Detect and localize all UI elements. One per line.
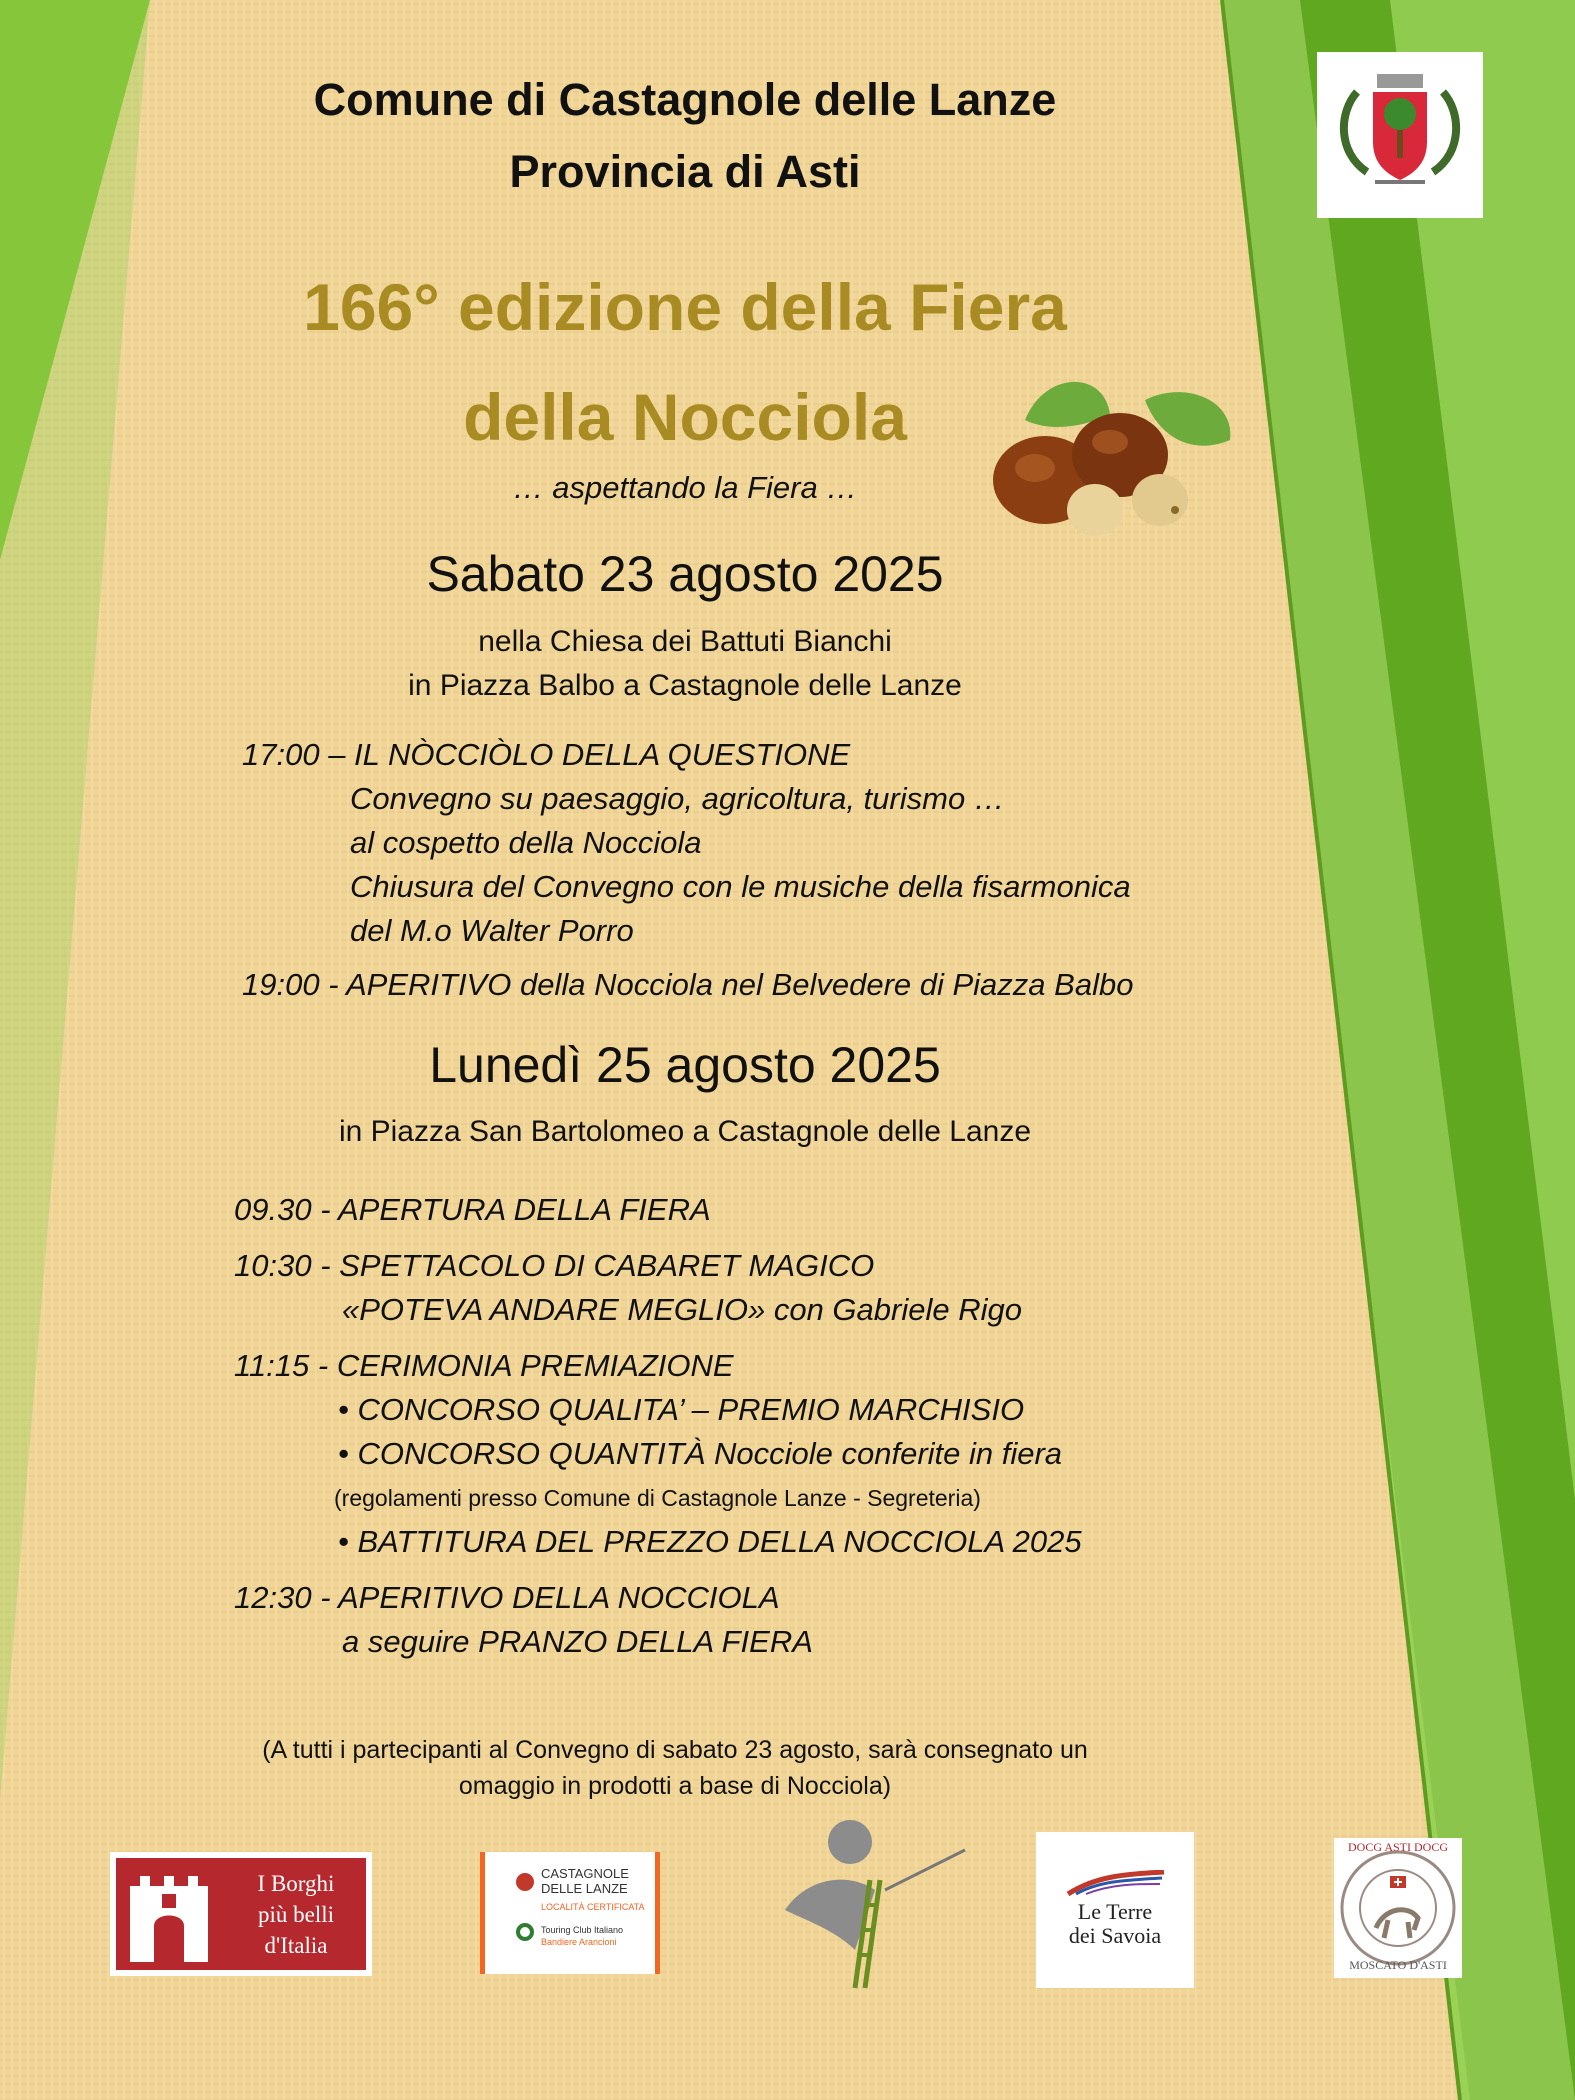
gift-note-line1: (A tutti i partecipanti al Convegno di sabato 23 agosto, sarà consegnato un	[262, 1736, 1088, 1764]
program-line: • CONCORSO QUANTITÀ Nocciole conferite in fiera	[338, 1436, 1063, 1471]
touring-club-text	[541, 1924, 623, 1948]
saturday-date: Sabato 23 agosto 2025	[426, 546, 944, 602]
seal-icon	[515, 1872, 535, 1892]
borghi-logo	[110, 1852, 372, 1976]
saturday-program	[242, 733, 1133, 1007]
municipality-name: Comune di Castagnole delle Lanze	[313, 74, 1057, 125]
fair-title-line2: della Nocciola	[463, 380, 907, 454]
castle-icon	[124, 1866, 214, 1962]
borghi-logo-line: d'Italia	[264, 1933, 328, 1958]
saturday-place-line2: in Piazza Balbo a Castagnole delle Lanze	[408, 669, 962, 702]
fair-title-line1: 166° edizione della Fiera	[303, 270, 1067, 344]
gift-note	[150, 1732, 1200, 1804]
monday-place: in Piazza San Bartolomeo a Castagnole delle Lanze	[338, 1115, 1032, 1148]
program-line: Convegno su paesaggio, agricoltura, turismo …	[350, 781, 1005, 816]
borghi-logo-line: I Borghi	[257, 1871, 335, 1896]
touring-club-line: Touring Club Italiano	[541, 1925, 624, 1935]
castagnole-orange-flag-logo	[480, 1852, 660, 1974]
castagnole-logo-name	[541, 1866, 629, 1896]
docg-top-text: DOCG ASTI DOCG	[1347, 1840, 1448, 1854]
program-note: (regolamenti presso Comune di Castagnole Lanze - Segreteria)	[334, 1485, 981, 1511]
program-line: 10:30 - SPETTACOLO DI CABARET MAGICO	[234, 1248, 875, 1283]
castagnole-logo-cert: LOCALITÀ CERTIFICATA	[541, 1902, 645, 1912]
municipality-header	[220, 64, 1150, 208]
subtitle: … aspettando la Fiera …	[512, 470, 858, 505]
program-line: 09.30 - APERTURA DELLA FIERA	[234, 1192, 711, 1227]
program-line: 17:00 – IL NÒCCIÒLO DELLA QUESTIONE	[242, 737, 851, 772]
gift-note-line2: omaggio in prodotti a base di Nocciola)	[458, 1772, 892, 1800]
crest-icon	[1317, 52, 1483, 218]
program-line: Chiusura del Convegno con le musiche della fisarmonica	[350, 869, 1131, 904]
moscato-asti-docg-logo	[1334, 1838, 1462, 1978]
touring-club-line: Bandiere Arancioni	[541, 1937, 617, 1947]
docg-seal-icon	[1338, 1848, 1458, 1968]
monday-date: Lunedì 25 agosto 2025	[429, 1037, 941, 1093]
program-line: 19:00 - APERITIVO della Nocciola nel Belvedere di Piazza Balbo	[242, 967, 1134, 1002]
program-line: 11:15 - CERIMONIA PREMIAZIONE	[234, 1348, 734, 1383]
terre-savoia-text	[1036, 1900, 1194, 1948]
borghi-logo-line: più belli	[257, 1902, 335, 1927]
municipality-crest	[1317, 52, 1483, 218]
docg-bottom-text: MOSCATO D'ASTI	[1349, 1958, 1447, 1972]
program-line: 12:30 - APERITIVO DELLA NOCCIOLA	[234, 1580, 780, 1615]
program-line: • CONCORSO QUALITA’ – PREMIO MARCHISIO	[338, 1392, 1025, 1427]
hazelnut-illustration	[985, 360, 1245, 545]
program-line: al cospetto della Nocciola	[350, 825, 702, 860]
program-line: «POTEVA ANDARE MEGLIO» con Gabriele Rigo	[342, 1292, 1022, 1327]
saturday-place	[220, 620, 1150, 708]
terre-savoia-line: dei Savoia	[1068, 1923, 1162, 1948]
castagnole-logo-line: CASTAGNOLE	[541, 1866, 629, 1881]
borghi-logo-text	[231, 1868, 361, 1961]
province-name: Provincia di Asti	[509, 146, 861, 197]
ribbon-icon	[1066, 1870, 1166, 1896]
saturday-place-line1: nella Chiesa dei Battuti Bianchi	[478, 625, 892, 658]
program-line: • BATTITURA DEL PREZZO DELLA NOCCIOLA 2025	[338, 1524, 1082, 1559]
program-line: a seguire PRANZO DELLA FIERA	[342, 1624, 813, 1659]
castagnole-logo-line: DELLE LANZE	[541, 1881, 628, 1896]
program-line: del M.o Walter Porro	[350, 913, 634, 948]
touring-club-icon	[515, 1922, 535, 1942]
monday-program	[234, 1188, 1082, 1664]
hazelnut-picker-logo	[775, 1820, 970, 1990]
terre-savoia-line: Le Terre	[1077, 1899, 1153, 1924]
terre-savoia-logo	[1036, 1832, 1194, 1988]
